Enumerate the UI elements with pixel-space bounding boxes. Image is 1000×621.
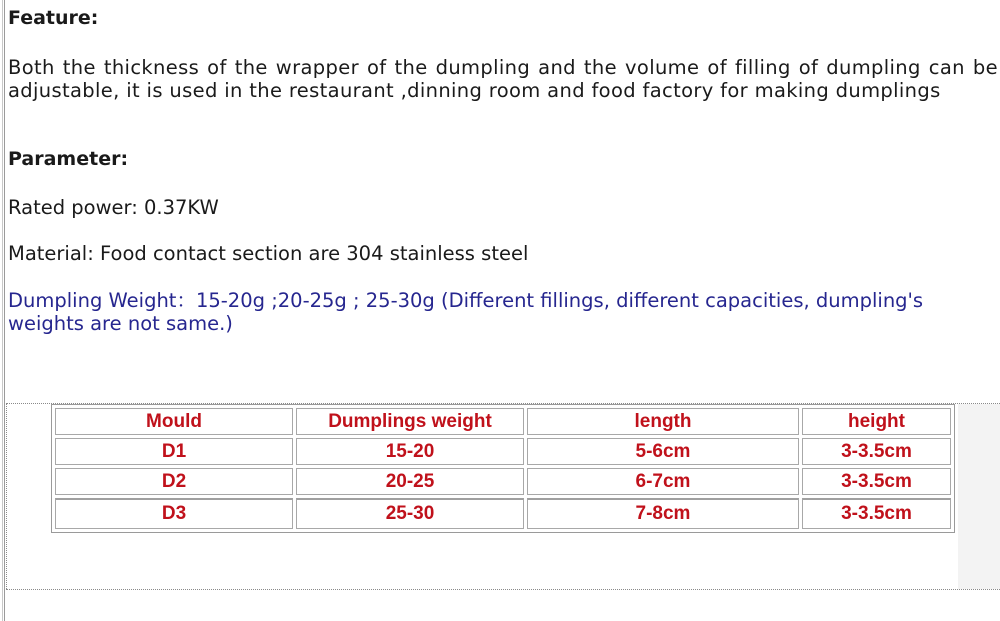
rated-power-text: Rated power: 0.37KW: [8, 196, 219, 219]
feature-text: Both the thickness of the wrapper of the dumpling and the volume of filling of dumpling can be adjustable, it is used in the restaurant ,dinning room and food factory for making dumplings: [8, 56, 998, 102]
table-header-cell: Mould: [55, 408, 293, 435]
table-cell: 3-3.5cm: [802, 468, 951, 495]
table-row: [55, 498, 951, 529]
side-panel: [958, 404, 1000, 589]
table-row: [55, 438, 951, 465]
table-header-cell: height: [802, 408, 951, 435]
table-cell: D1: [55, 438, 293, 465]
feature-heading: Feature:: [8, 7, 99, 29]
table-cell: 3-3.5cm: [802, 498, 951, 529]
table-cell: 7-8cm: [527, 498, 799, 529]
dumpling-weight-text: Dumpling Weight：15-20g ;20-25g ; 25-30g (Different fillings, different capacities, dumpling's weights are not same.): [8, 289, 924, 335]
table-cell: 15-20: [296, 438, 524, 465]
material-text: Material: Food contact section are 304 stainless steel: [8, 242, 529, 265]
table-cell: 6-7cm: [527, 468, 799, 495]
parameter-heading: Parameter:: [8, 148, 129, 170]
table-header-row: [55, 408, 951, 435]
section-divider-bottom: [6, 589, 1000, 590]
table-cell: 5-6cm: [527, 438, 799, 465]
left-border-outer: [2, 0, 3, 621]
table-header-cell: length: [527, 408, 799, 435]
table-cell: 25-30: [296, 498, 524, 529]
table-cell: 3-3.5cm: [802, 438, 951, 465]
table-header-cell: Dumplings weight: [296, 408, 524, 435]
table-cell: D3: [55, 498, 293, 529]
table-row: [55, 468, 951, 495]
mould-parameter-table: [51, 404, 955, 533]
table-cell: 20-25: [296, 468, 524, 495]
table-cell: D2: [55, 468, 293, 495]
left-border: [4, 0, 5, 621]
section-divider-left: [6, 403, 7, 589]
